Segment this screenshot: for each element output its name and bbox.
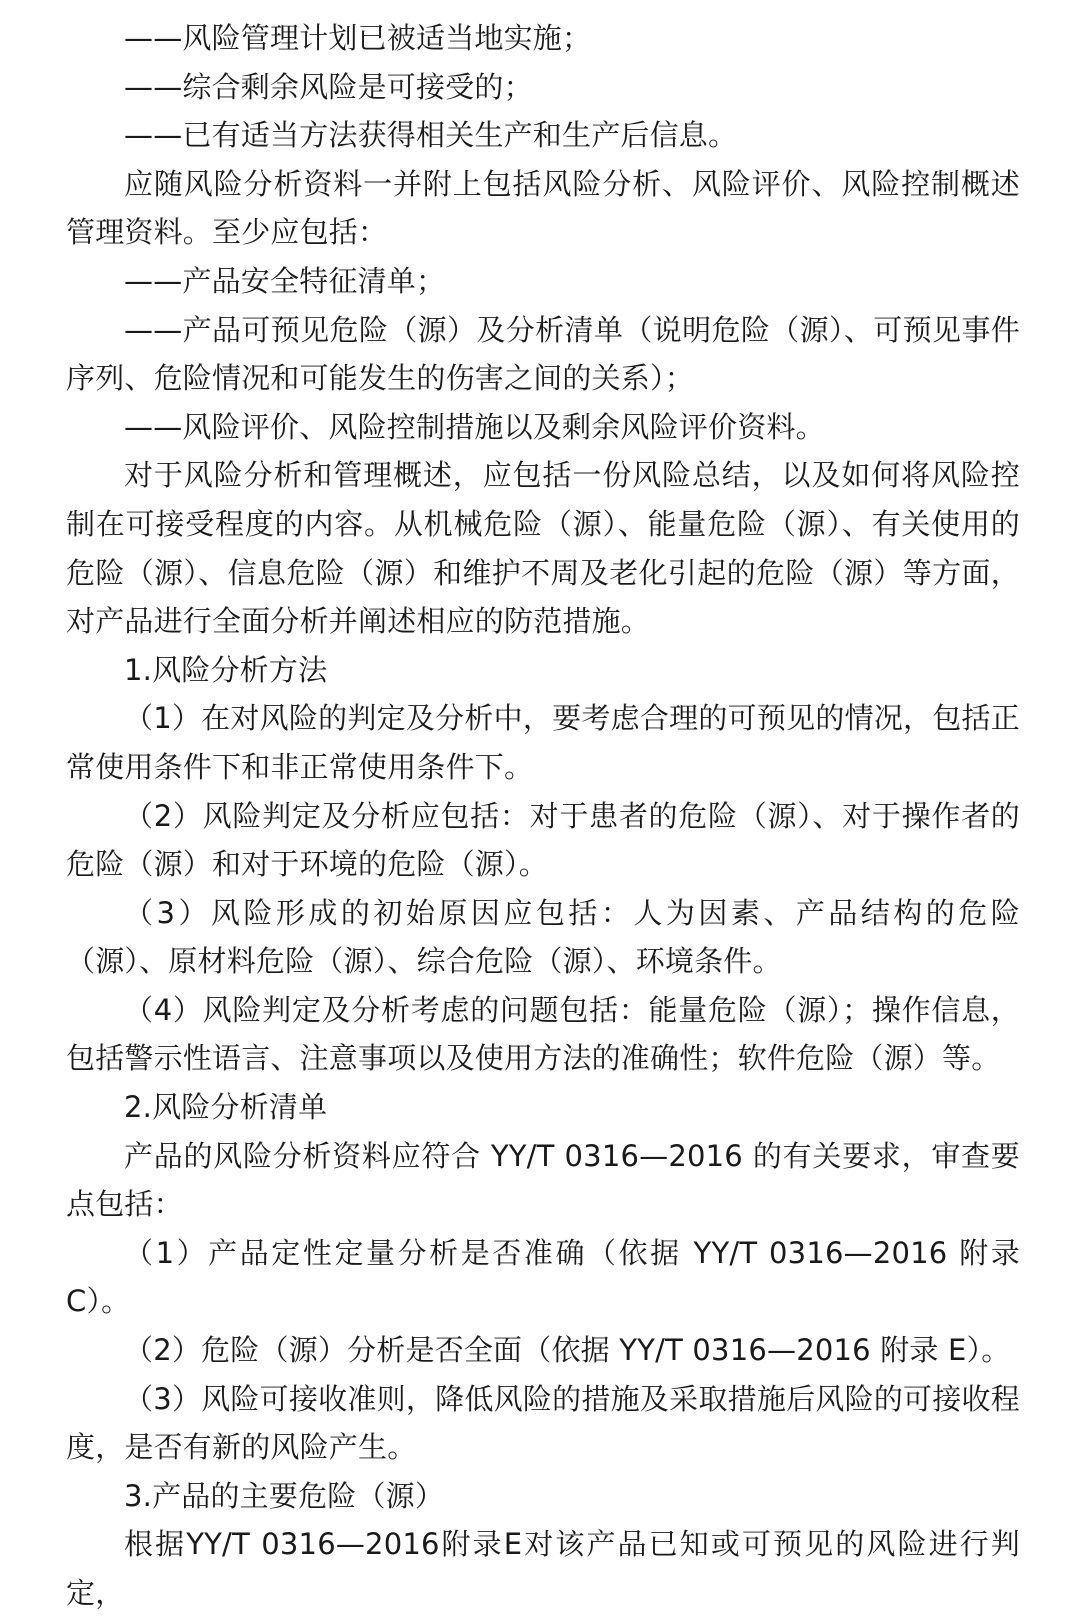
paragraph-risk-overview: 对于风险分析和管理概述，应包括一份风险总结，以及如何将风险控制在可接受程度的内容。从机械危险（源）、能量危险（源）、有关使用的危险（源）、信息危险（源）和维护不周及老化引起的危险（源）等方面，对产品进行全面分析并阐述相应的防范措施。 — [66, 458, 1020, 639]
list-item-production-info: ——已有适当方法获得相关生产和生产后信息。 — [124, 118, 738, 153]
list-item-risk-evaluation: ——风险评价、风险控制措施以及剩余风险评价资料。 — [124, 409, 825, 444]
paragraph-method-3: （3）风险形成的初始原因应包括：人为因素、产品结构的危险（源）、原材料危险（源）、综合危险（源）、环境条件。 — [66, 895, 1020, 979]
list-item-residual-risk: ——综合剩余风险是可接受的； — [124, 69, 533, 104]
paragraph-checklist-1: （1）产品定性定量分析是否准确（依据 YY/T 0316—2016 附录 C）。 — [66, 1235, 1020, 1319]
section-heading-1: 1.风险分析方法 — [124, 652, 328, 687]
list-item-plan-implemented: ——风险管理计划已被适当地实施； — [124, 21, 592, 55]
paragraph-method-1: （1）在对风险的判定及分析中，要考虑合理的可预见的情况，包括正常使用条件下和非正常使用条件下。 — [66, 701, 1020, 784]
paragraph-method-2: （2）风险判定及分析应包括：对于患者的危险（源）、对于操作者的危险（源）和对于环境的危险（源）。 — [66, 798, 1020, 882]
paragraph-checklist-2: （2）危险（源）分析是否全面（依据 YY/T 0316—2016 附录 E）。 — [124, 1333, 1011, 1368]
paragraph-checklist-3: （3）风险可接收准则，降低风险的措施及采取措施后风险的可接收程度，是否有新的风险产生。 — [66, 1381, 1020, 1465]
list-item-hazard-list: ——产品可预见危险（源）及分析清单（说明危险（源）、可预见事件序列、危险情况和可能发生的伤害之间的关系）； — [66, 312, 1020, 396]
paragraph-main-hazards: 根据YY/T 0316—2016附录E对该产品已知或可预见的风险进行判定， — [66, 1527, 1020, 1610]
list-item-safety-features: ——产品安全特征清单； — [124, 263, 446, 298]
paragraph-risk-materials: 应随风险分析资料一并附上包括风险分析、风险评价、风险控制概述管理资料。至少应包括： — [66, 166, 1020, 250]
section-heading-2: 2.风险分析清单 — [124, 1090, 328, 1125]
paragraph-checklist-intro: 产品的风险分析资料应符合 YY/T 0316—2016 的有关要求，审查要点包括： — [66, 1138, 1020, 1222]
document-body — [66, 0, 1020, 1618]
paragraph-method-4: （4）风险判定及分析考虑的问题包括：能量危险（源）；操作信息，包括警示性语言、注意事项以及使用方法的准确性；软件危险（源）等。 — [66, 992, 1020, 1076]
section-heading-3: 3.产品的主要危险（源） — [124, 1478, 445, 1513]
